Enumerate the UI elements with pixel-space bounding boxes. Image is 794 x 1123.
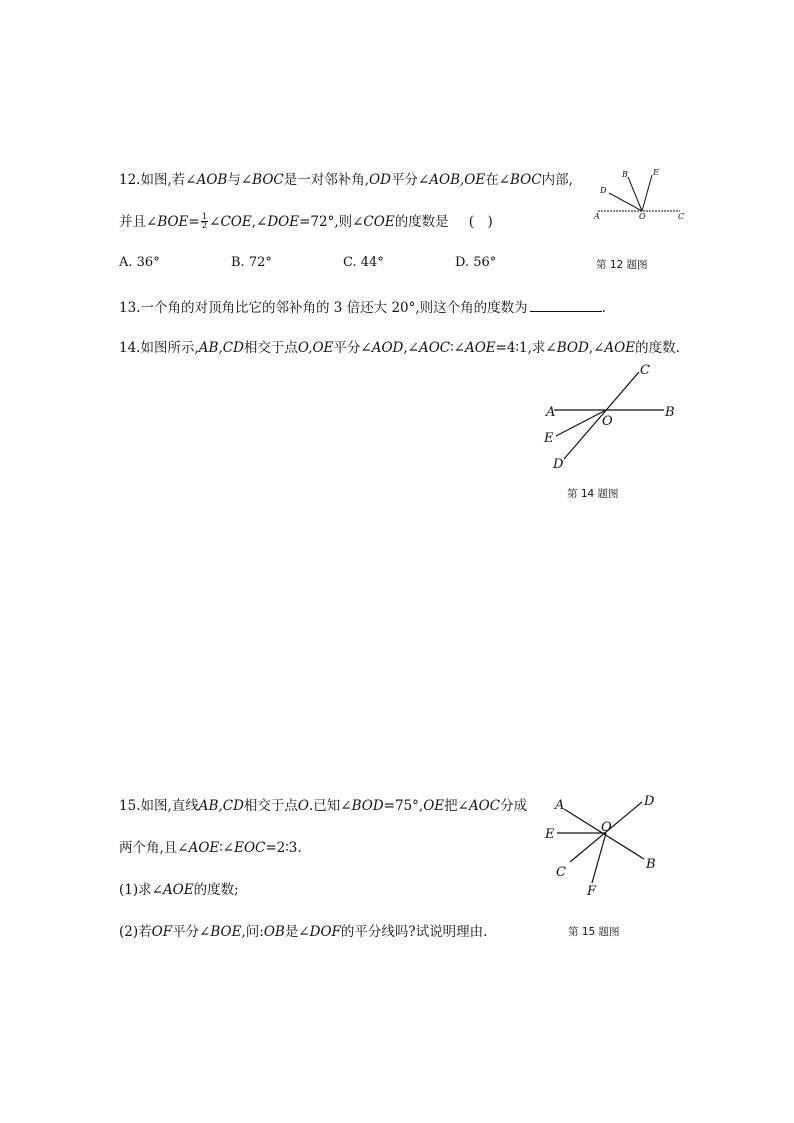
q15-line3: (1)求∠AOE的度数; xyxy=(119,882,239,898)
q14-ray-oe xyxy=(556,410,606,436)
q15-ray-of xyxy=(592,833,606,883)
q12-option-d: D. 56° xyxy=(455,255,497,270)
q12-option-b: B. 72° xyxy=(231,255,272,270)
q15-label-e: E xyxy=(545,827,555,842)
q14-text: 14.如图所示,AB,CD相交于点O,OE平分∠AOD,∠AOC∶∠AOE=4∶1,求∠BOD,∠AOE的度数. xyxy=(119,340,680,356)
q14-label-b: B xyxy=(665,405,675,420)
q15-label-b: B xyxy=(646,857,656,872)
q14-figure xyxy=(540,360,680,475)
q12-option-a: A. 36° xyxy=(119,255,160,270)
q15-label-f: F xyxy=(587,884,597,899)
q15-caption: 第 15 题图 xyxy=(568,926,620,938)
q14-caption: 第 14 题图 xyxy=(567,488,619,500)
q12-ray-oe xyxy=(642,175,652,211)
q15-label-d: D xyxy=(644,794,655,809)
q12-label-b: B xyxy=(622,170,628,179)
q12-ray-od xyxy=(609,193,642,211)
q15-label-o: O xyxy=(601,820,612,835)
q12-label-a: A xyxy=(594,212,600,221)
q13-text: 13.一个角的对顶角比它的邻补角的 3 倍还大 20°,则这个角的度数为 . xyxy=(119,297,606,317)
q14-label-o: O xyxy=(602,414,613,429)
q12-figure xyxy=(590,165,690,225)
q14-label-d: D xyxy=(553,457,564,472)
q12-ray-ob xyxy=(628,177,642,211)
q12-label-d: D xyxy=(600,186,607,195)
q12-label-o: O xyxy=(639,212,646,221)
fraction-one-half: $\frac{1}{2}$ xyxy=(201,212,208,231)
q12-line2: 并且∠BOE= $\frac{1}{2}$ ∠COE,∠DOE=72°,则∠COE的度数是 ( ) xyxy=(119,212,493,231)
q14-label-a: A xyxy=(546,405,556,420)
q15-label-c: C xyxy=(556,865,566,880)
q15-label-a: A xyxy=(555,798,565,813)
q12-line1: 12.如图,若∠AOB与∠BOC是一对邻补角,OD平分∠AOB,OE在∠BOC内部, xyxy=(119,172,573,188)
q12-label-c: C xyxy=(678,212,685,221)
q15-line4: (2)若OF平分∠BOE,问:OB是∠DOF的平分线吗?试说明理由. xyxy=(119,924,488,940)
q15-figure xyxy=(540,790,665,900)
q14-label-c: C xyxy=(640,363,650,378)
q15-line1: 15.如图,直线AB,CD相交于点O.已知∠BOD=75°,OE把∠AOC分成 xyxy=(119,798,528,814)
q12-caption: 第 12 题图 xyxy=(596,259,648,271)
q12-label-e: E xyxy=(653,168,659,177)
q15-line2: 两个角,且∠AOE∶∠EOC=2∶3. xyxy=(119,840,302,856)
q12-option-c: C. 44° xyxy=(343,255,384,270)
q13-answer-blank[interactable] xyxy=(530,297,602,312)
q14-label-e: E xyxy=(544,431,554,446)
